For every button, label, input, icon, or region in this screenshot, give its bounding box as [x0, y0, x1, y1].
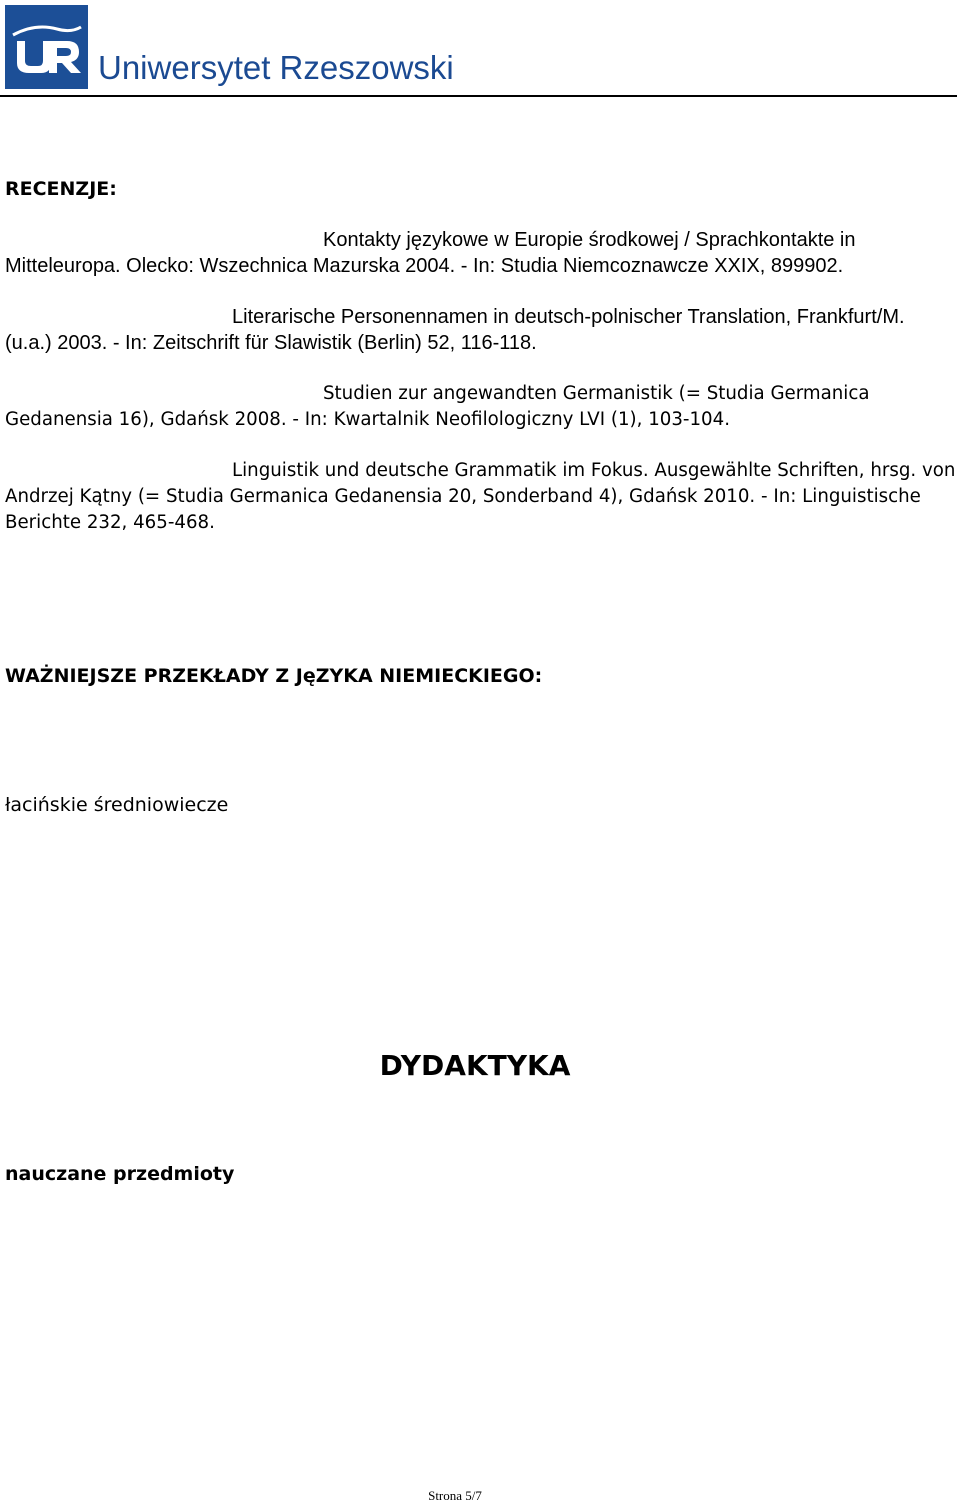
reviews-heading: RECENZJE: — [5, 178, 117, 200]
review-entry-1 — [5, 227, 955, 279]
review-4-line-2: Andrzej Kątny (= Studia Germanica Gedanensia 20, Sonderband 4), Gdańsk 2010. - In: Linguistische — [5, 486, 921, 507]
review-4-line-3: Berichte 232, 465-468. — [5, 512, 215, 533]
review-1-line-1: Kontakty językowe w Europie środkowej / Sprachkontakte in — [323, 229, 856, 251]
review-1-line-2: Mitteleuropa. Olecko: Wszechnica Mazurska 2004. - In: Studia Niemcoznawcze XXIX, 899902. — [5, 255, 844, 277]
courses-heading: nauczane przedmioty — [5, 1163, 235, 1185]
translations-heading: WAŻNIEJSZE PRZEKŁADY Z JęZYKA NIEMIECKIEGO: — [5, 665, 543, 687]
university-logo — [5, 5, 88, 89]
translations-text: łacińskie średniowiecze — [5, 794, 229, 816]
review-entry-4 — [5, 458, 955, 536]
page-number: Strona 5/7 — [428, 1488, 482, 1503]
review-entry-2 — [5, 304, 955, 356]
review-entry-3 — [5, 381, 955, 433]
review-2-line-1: Literarische Personennamen in deutsch-polnischer Translation, Frankfurt/M. — [232, 306, 905, 328]
review-3-line-1: Studien zur angewandten Germanistik (= Studia Germanica — [323, 383, 870, 404]
review-3-line-2: Gedanensia 16), Gdańsk 2008. - In: Kwartalnik Neofilologiczny LVI (1), 103-104. — [5, 409, 730, 430]
university-name: Uniwersytet Rzeszowski — [98, 49, 454, 86]
header-divider — [0, 95, 957, 97]
ur-logo-icon — [5, 5, 88, 89]
didactics-heading: DYDAKTYKA — [379, 1049, 571, 1082]
review-4-line-1: Linguistik und deutsche Grammatik im Fokus. Ausgewählte Schriften, hrsg. von — [232, 460, 956, 481]
page-header — [0, 0, 960, 100]
review-2-line-2: (u.a.) 2003. - In: Zeitschrift für Slawistik (Berlin) 52, 116-118. — [5, 332, 537, 354]
